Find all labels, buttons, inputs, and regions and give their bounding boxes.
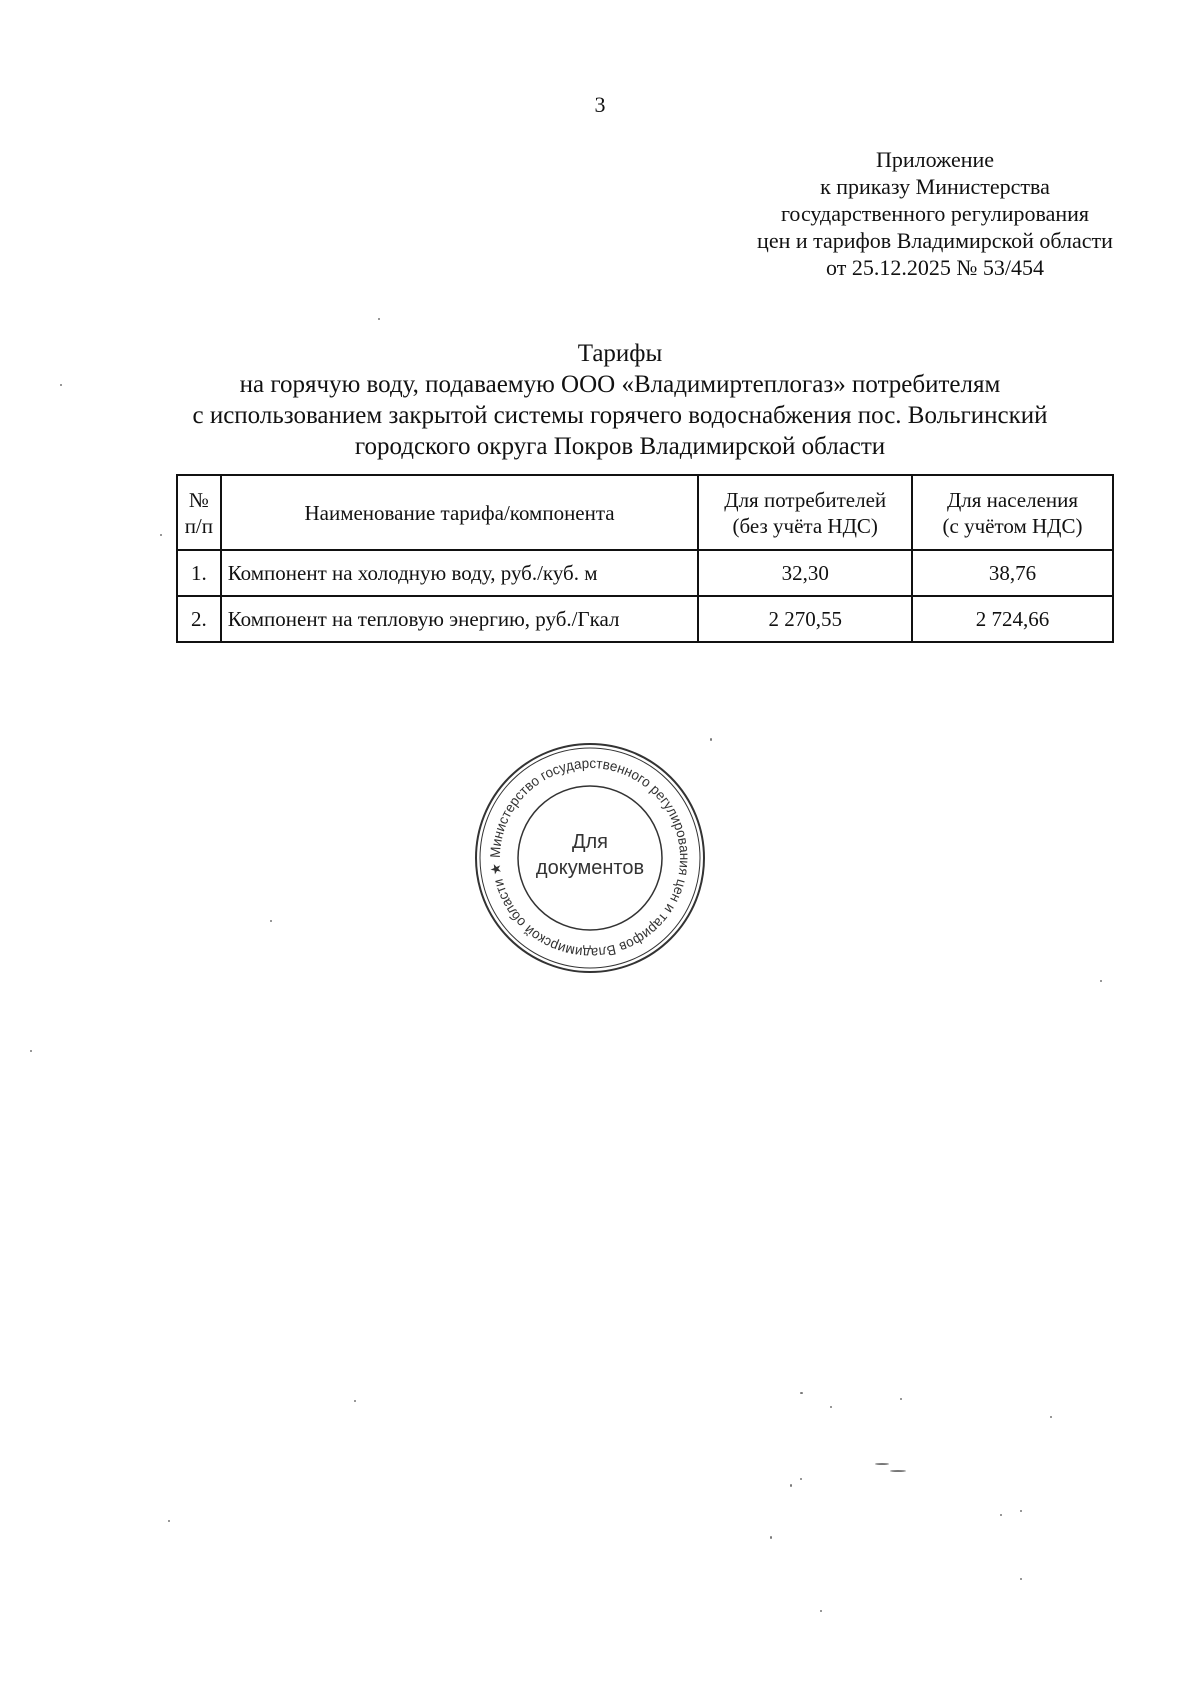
scan-speck	[354, 1400, 356, 1402]
appendix-line: цен и тарифов Владимирской области	[757, 228, 1113, 253]
scan-speck	[378, 318, 380, 320]
tariff-table	[176, 474, 1114, 643]
scan-speck	[168, 1520, 170, 1522]
appendix-line: к приказу Министерства	[820, 174, 1050, 199]
scan-speck	[800, 1392, 803, 1394]
scan-speck	[710, 738, 712, 741]
scan-speck	[270, 920, 272, 922]
header-consumers-line: (без учёта НДС)	[732, 513, 878, 538]
table-row	[177, 596, 1113, 642]
table-header-row	[177, 475, 1113, 550]
appendix-line: от 25.12.2025 № 53/454	[826, 255, 1044, 280]
row-name: Компонент на холодную воду, руб./куб. м	[221, 550, 699, 596]
header-population	[912, 475, 1113, 550]
scan-speck	[875, 1463, 889, 1465]
header-num-line: п/п	[184, 513, 213, 538]
scan-speck	[890, 1470, 906, 1472]
scan-speck	[60, 384, 62, 386]
appendix-block	[700, 146, 1170, 281]
header-consumers-line: Для потребителей	[724, 487, 887, 512]
scan-speck	[790, 1484, 792, 1487]
scan-speck	[1100, 980, 1102, 982]
header-num-line: №	[188, 487, 209, 512]
scan-speck	[900, 1398, 902, 1400]
row-consumers-value: 2 270,55	[698, 596, 912, 642]
scan-speck	[770, 1536, 772, 1539]
scan-speck	[1050, 1416, 1052, 1418]
appendix-line: Приложение	[875, 147, 995, 172]
document-title	[120, 338, 1120, 462]
official-stamp	[472, 740, 708, 976]
stamp-seal	[472, 740, 708, 976]
table-row	[177, 550, 1113, 596]
scan-speck	[830, 1406, 832, 1408]
header-population-line: Для населения	[946, 487, 1079, 512]
row-num: 2.	[177, 596, 221, 642]
row-consumers-value: 32,30	[698, 550, 912, 596]
header-population-line: (с учётом НДС)	[942, 513, 1083, 538]
scan-speck	[1020, 1578, 1022, 1580]
row-name: Компонент на тепловую энергию, руб./Гкал	[221, 596, 699, 642]
page-number: 3	[594, 92, 606, 117]
title-line: с использованием закрытой системы горячего водоснабжения пос. Вольгинский	[192, 402, 1048, 429]
scan-speck	[30, 1050, 32, 1052]
scan-speck	[160, 534, 162, 536]
stamp-center-line: документов	[535, 857, 645, 879]
scan-speck	[1000, 1514, 1002, 1516]
stamp-center-line: Для	[571, 831, 609, 853]
appendix-line: государственного регулирования	[780, 201, 1090, 226]
row-population-value: 38,76	[912, 550, 1113, 596]
header-num	[177, 475, 221, 550]
scan-speck	[800, 1478, 802, 1480]
title-heading: Тарифы	[577, 340, 663, 367]
row-population-value: 2 724,66	[912, 596, 1113, 642]
title-line: на горячую воду, подаваемую ООО «Владимиртеплогаз» потребителям	[239, 371, 1001, 398]
row-num: 1.	[177, 550, 221, 596]
header-name: Наименование тарифа/компонента	[221, 475, 699, 550]
title-line: городского округа Покров Владимирской области	[354, 433, 886, 460]
stamp-ring-text: Министерство государственного регулирования цен и тарифов Владимирской области ★	[486, 754, 694, 962]
header-consumers	[698, 475, 912, 550]
scan-speck	[1020, 1510, 1022, 1512]
scan-speck	[820, 1610, 822, 1612]
